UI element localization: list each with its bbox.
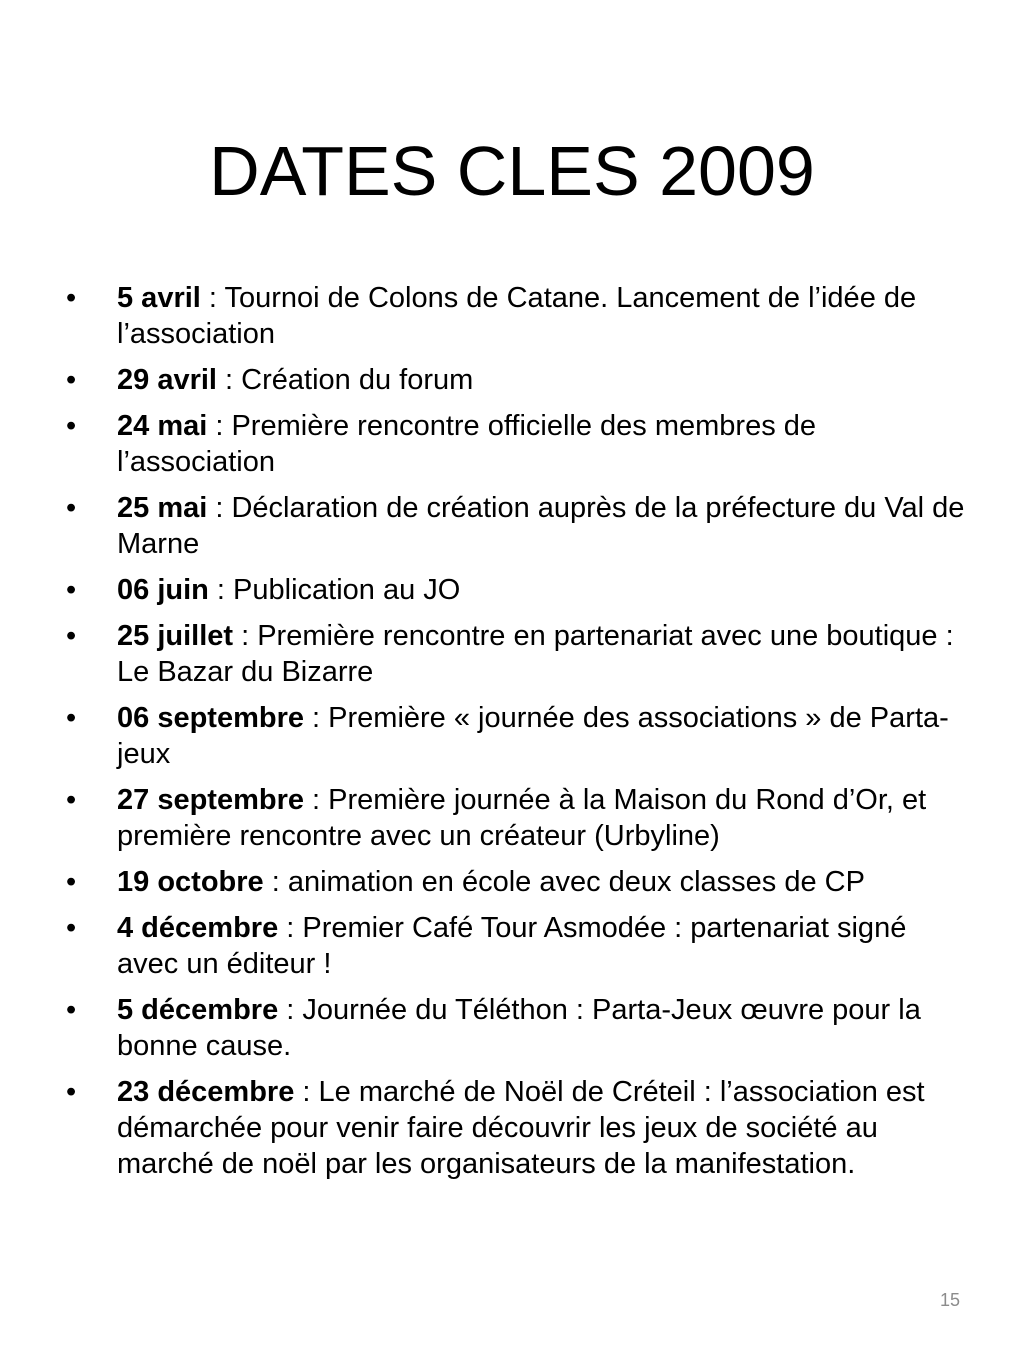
list-item <box>66 1074 966 1182</box>
list-item <box>66 362 966 398</box>
item-date: 4 décembre <box>117 912 279 944</box>
item-date: 24 mai <box>117 410 208 442</box>
item-text: : Tournoi de Colons de Catane. Lancement de l’idée de l’association <box>117 282 917 350</box>
item-text: : Journée du Téléthon : Parta-Jeux œuvre pour la bonne cause. <box>117 994 921 1062</box>
list-item <box>66 280 966 352</box>
item-text: : Première « journée des associations » de Parta-jeux <box>117 702 949 770</box>
bullet-icon: • <box>66 410 77 442</box>
item-date: 29 avril <box>117 364 217 396</box>
item-text: : Déclaration de création auprès de la préfecture du Val de Marne <box>117 492 965 560</box>
bullet-icon: • <box>66 994 77 1026</box>
list-item <box>66 782 966 854</box>
item-date: 23 décembre <box>117 1076 295 1108</box>
item-date: 25 juillet <box>117 620 234 652</box>
item-date: 06 juin <box>117 574 209 606</box>
bullet-icon: • <box>66 282 77 314</box>
list-item <box>66 992 966 1064</box>
bullet-icon: • <box>66 574 77 606</box>
list-item <box>66 408 966 480</box>
bullet-icon: • <box>66 866 77 898</box>
bullet-icon: • <box>66 784 77 816</box>
item-text: : Première rencontre en partenariat avec une boutique : Le Bazar du Bizarre <box>117 620 954 688</box>
bullet-list <box>66 280 966 1192</box>
item-text: : Première rencontre officielle des membres de l’association <box>117 410 817 478</box>
item-date: 27 septembre <box>117 784 304 816</box>
item-date: 5 décembre <box>117 994 279 1026</box>
list-item <box>66 618 966 690</box>
list-item <box>66 864 966 900</box>
item-text: : Publication au JO <box>208 574 461 606</box>
bullet-icon: • <box>66 492 77 524</box>
slide-title: DATES CLES 2009 <box>209 132 815 210</box>
item-date: 25 mai <box>117 492 208 524</box>
list-item <box>66 490 966 562</box>
item-date: 19 octobre <box>117 866 264 898</box>
item-date: 5 avril <box>117 282 201 314</box>
bullet-icon: • <box>66 364 77 396</box>
item-text: : Création du forum <box>216 364 474 396</box>
bullet-icon: • <box>66 912 77 944</box>
item-text: : Premier Café Tour Asmodée : partenariat signé avec un éditeur ! <box>117 912 907 980</box>
item-text: : Le marché de Noël de Créteil : l’association est démarchée pour venir faire découvrir les jeux de société au marché de noël par les organisateurs de la manifestation. <box>117 1076 925 1180</box>
bullet-icon: • <box>66 620 77 652</box>
list-item <box>66 910 966 982</box>
list-item <box>66 572 966 608</box>
bullet-icon: • <box>66 1076 77 1108</box>
item-date: 06 septembre <box>117 702 304 734</box>
page-number: 15 <box>939 1290 960 1310</box>
item-text: : Première journée à la Maison du Rond d’Or, et première rencontre avec un créateur (Urbyline) <box>117 784 927 852</box>
bullet-icon: • <box>66 702 77 734</box>
item-text: : animation en école avec deux classes de CP <box>263 866 865 898</box>
list-item <box>66 700 966 772</box>
